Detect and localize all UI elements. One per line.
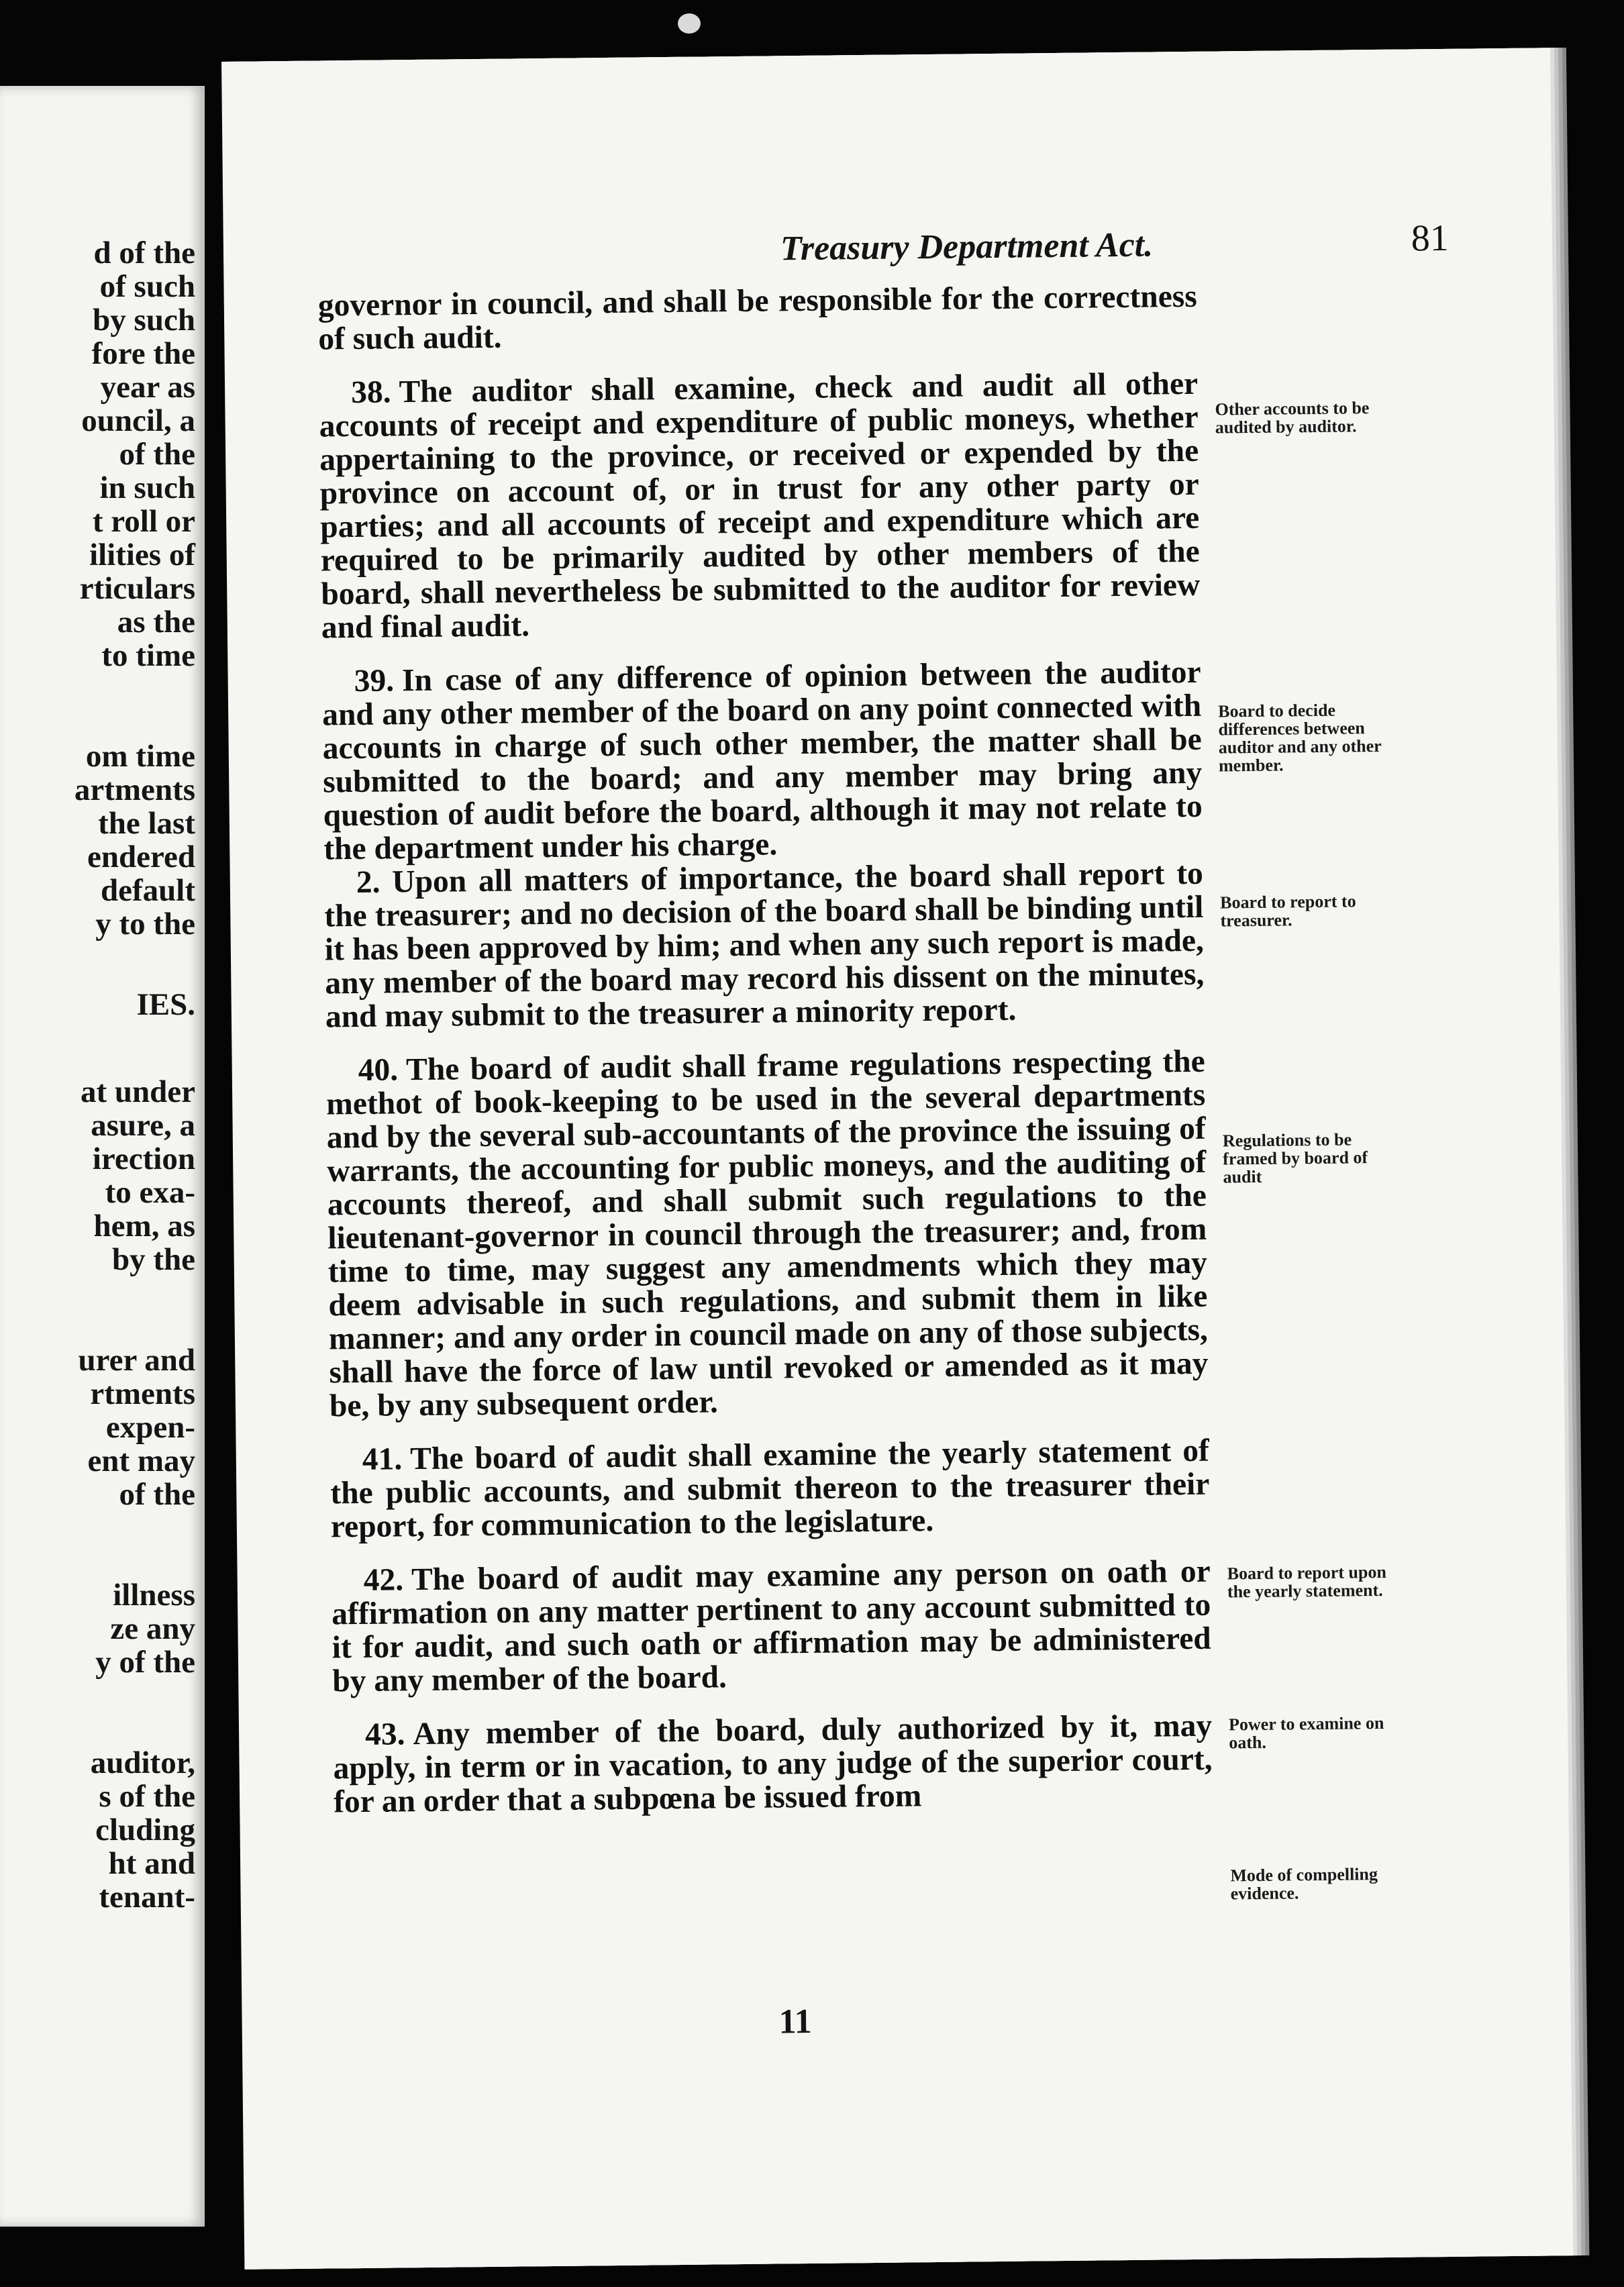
left-page-line: by such <box>93 303 195 338</box>
main-page <box>221 48 1573 2270</box>
page-number: 81 <box>1411 217 1450 260</box>
left-page-line: IES. <box>136 987 195 1022</box>
left-page-line: tenant- <box>99 1880 195 1915</box>
section-43 <box>333 1709 1213 1819</box>
margin-note-41: Board to report upon the yearly statement. <box>1227 1562 1386 1602</box>
left-page-line: by the <box>111 1242 195 1277</box>
signature-mark: 11 <box>778 2002 813 2041</box>
section-40 <box>325 1045 1209 1423</box>
left-facing-page <box>0 86 205 2227</box>
left-page-line: ht and <box>108 1846 195 1881</box>
section-text: The board of audit shall examine the yearly statement of the public accounts, and submit thereon to the treasurer their report, for communication to the legislature. <box>330 1433 1210 1545</box>
left-page-line: to time <box>101 638 195 673</box>
section-number: 39. <box>354 663 395 699</box>
left-page-line: illness <box>113 1578 195 1613</box>
left-page-line: default <box>101 873 195 908</box>
left-page-line: om time <box>85 739 195 774</box>
left-page-line: year as <box>100 370 195 405</box>
section-text: In case of any difference of opinion between the auditor and any other member of the board on any point connected with accounts in charge of such other member, the matter shall be submitted to the board; and any member may bring any question of audit before the board, although it may not relate to the department under his charge. <box>321 654 1203 867</box>
section-number: 42. <box>363 1562 404 1598</box>
left-page-line: rticulars <box>79 571 195 606</box>
left-page-line: hem, as <box>93 1209 195 1243</box>
left-page-line: of the <box>119 1477 195 1512</box>
left-page-line: to exa- <box>105 1175 195 1210</box>
left-page-line: at under <box>80 1074 195 1109</box>
section-41 <box>330 1434 1210 1544</box>
section-39-subsection-2: 2. Upon all matters of importance, the board shall report to the treasurer; and no decision of the board shall be binding until it has been approved by him; and when any such report is made, any member of the board may record his dissent on the minutes, and may submit to the treasurer a minority report. <box>324 856 1205 1035</box>
section-39 <box>321 656 1203 866</box>
left-page-line: in such <box>99 470 195 505</box>
left-page-line: as the <box>117 605 195 640</box>
page-header <box>344 216 1486 275</box>
left-page-line: endered <box>87 840 195 874</box>
section-number: 43. <box>364 1717 405 1752</box>
left-page-line: fore the <box>91 336 195 371</box>
left-page-line: the last <box>98 806 195 841</box>
margin-note-43: Mode of compelling evidence. <box>1230 1864 1378 1904</box>
body-text <box>318 280 1213 1839</box>
section-38 <box>319 367 1201 645</box>
section-text: Any member of the board, duly authorized by it, may apply, in term or in vacation, to any judge of the superior court, for an order that a subpœna be issued from <box>333 1708 1213 1820</box>
left-page-line: expen- <box>105 1410 195 1445</box>
margin-note-38: Other accounts to be audited by auditor. <box>1215 398 1370 438</box>
paragraph-intro: governor in council, and shall be responsible for the correctness of such audit. <box>317 278 1198 357</box>
margin-note-39: Board to decide differences between auditor and any other member. <box>1218 700 1382 776</box>
margin-note-40: Regulations to be framed by board of audit <box>1222 1129 1368 1187</box>
left-page-line: ilities of <box>89 538 195 572</box>
left-page-line: cluding <box>95 1813 195 1847</box>
margin-note-42: Power to examine on oath. <box>1228 1713 1384 1753</box>
section-number: 40. <box>358 1052 399 1088</box>
left-page-line: urer and <box>78 1343 195 1378</box>
left-page-line: d of the <box>93 236 195 270</box>
running-title: Treasury Department Act. <box>780 225 1154 268</box>
left-page-line: y of the <box>95 1645 195 1680</box>
left-page-line: asure, a <box>91 1108 195 1143</box>
section-text: The board of audit may examine any person on oath or affirmation on any matter pertinent to any account submitted to it for audit, and such oath or affirmation may be administered by any member of the board. <box>331 1554 1211 1699</box>
left-page-line: rtments <box>90 1376 195 1411</box>
left-page-line: t roll or <box>92 504 195 539</box>
left-page-line: ze any <box>110 1611 195 1646</box>
left-page-line: of such <box>99 269 195 304</box>
section-42 <box>331 1555 1211 1698</box>
section-number: 38. <box>350 374 391 411</box>
left-page-line: ent may <box>87 1443 195 1478</box>
section-number: 41. <box>362 1441 403 1477</box>
left-page-line: s of the <box>99 1779 195 1814</box>
margin-note-39-2: Board to report to treasurer. <box>1220 891 1356 931</box>
scan-speck <box>678 13 701 34</box>
left-page-line: auditor, <box>90 1745 195 1780</box>
left-page-line: ouncil, a <box>81 403 195 438</box>
section-text: The auditor shall examine, check and audit all other accounts of receipt and expenditure of public moneys, whether appertaining to the province, or received or expended by the province on account of, or in trust for any other party or parties; and all accounts of receipt and expenditure which are required to be primarily audited by other members of the board, shall nevertheless be submitted to the auditor for review and final audit. <box>319 366 1201 646</box>
left-page-line: of the <box>119 437 195 472</box>
left-page-line: irection <box>92 1141 195 1176</box>
section-text: The board of audit shall frame regulations respecting the methot of book-keeping to be used in the several departments and by the several sub-accountants of the province the issuing of warrants, the accounting for public moneys, and the auditing of accounts thereof, and shall submit such regulations to the lieutenant-governor in council through the treasurer; and, from time to time, may suggest any amendments which they may deem advisable in such regulations, and submit them in like manner; and any order in council made on any of those subjects, shall have the force of law until revoked or amended as it may be, by any subsequent order. <box>326 1044 1209 1424</box>
left-page-line: y to the <box>95 907 195 942</box>
left-page-line: artments <box>74 772 195 807</box>
